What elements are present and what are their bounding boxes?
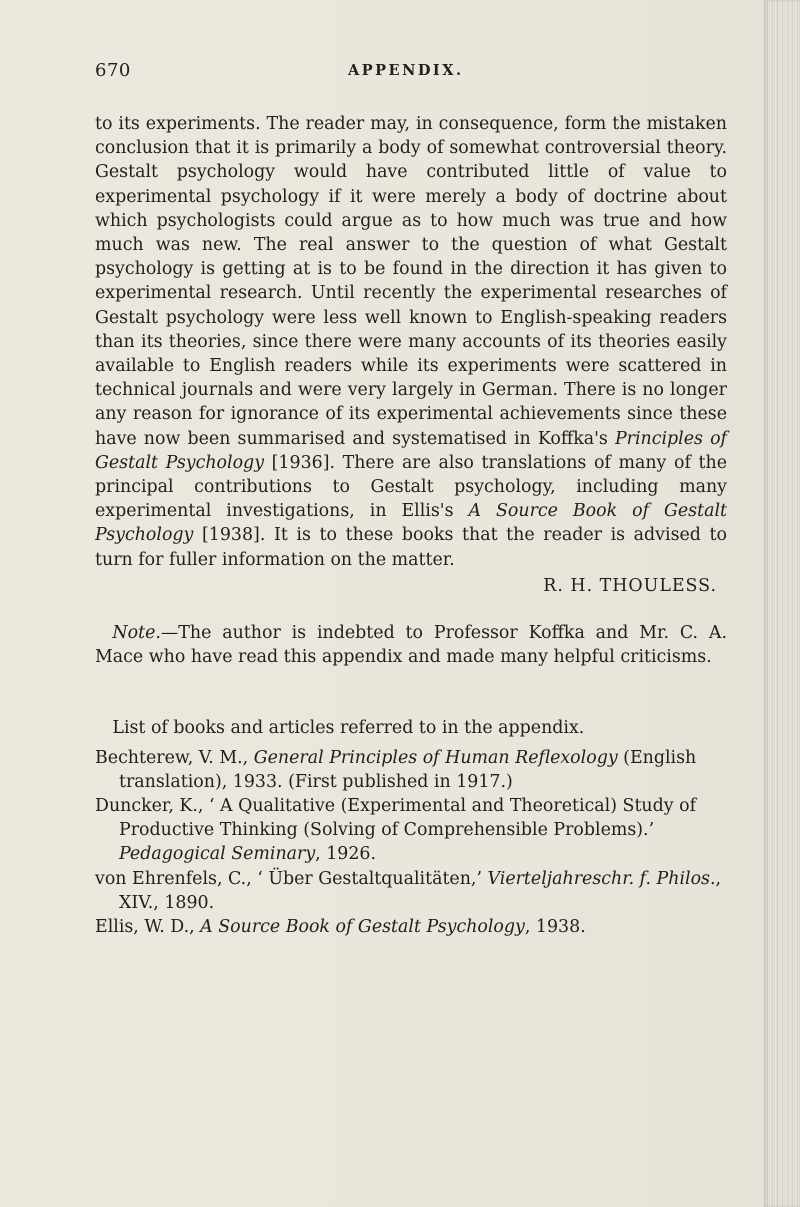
ellis-book-title: A Source Book of Gestalt Psychology	[95, 501, 727, 546]
running-head: APPENDIX.	[348, 62, 464, 79]
koffka-sentence	[95, 429, 727, 570]
reference-author: Duncker, K., ‘ A Qualitative (Experimental and Theoretical) Study of Productive Thinking (Solving of Comprehensible Problems).’	[95, 796, 697, 841]
reference-item	[95, 915, 727, 939]
reference-heading-text: List of books and articles referred to in the appendix.	[112, 718, 585, 739]
reference-title: Vierteljahreschr. f. Philos.	[487, 868, 716, 889]
reference-item	[95, 794, 727, 867]
author-note	[95, 621, 727, 669]
paragraph-text: to its experiments. The reader may, in consequence, form the mistaken conclusion that it is primarily a body of somewhat controversial theory. Gestalt psychology would have contributed little of value to experimental psychology if it were merely a body of doctrine about which psychologists could argue as to how much was true and how much was new. The real answer to the question of what Gestalt psychology is getting at is to be found in the direction it has given to experimental research. Until recently the experimental researches of Gestalt psychology were less well known to English-speaking readers than its theories, since there were many accounts of its theories easily available to English readers while its experiments were scattered in technical journals and were very largely in German. There is no longer any reason for ignorance of its experimental achievements since these have now been summarised and systematised in	[95, 114, 727, 449]
reference-details: (English translation), 1933. (First published in 1917.)	[119, 747, 697, 792]
koffka-suffix: [1936]. There are also translations of many of the principal contributions to Gestalt psychology, including many experimental investigations, in Ellis's	[95, 452, 727, 522]
body-paragraph	[95, 112, 727, 572]
reference-list	[95, 746, 727, 940]
reference-author: Bechterew, V. M.,	[95, 747, 254, 768]
author-signature: R. H. THOULESS.	[543, 575, 717, 596]
page-header	[95, 60, 725, 84]
koffka-book-title: Principles of Gestalt Psychology	[95, 428, 727, 473]
reference-details: , XIV., 1890.	[119, 868, 722, 913]
ellis-suffix: [1938]. It is to these books that the reader is advised to turn for fuller information on the matter.	[95, 525, 727, 570]
reference-details: , 1938.	[524, 917, 586, 938]
reference-item	[95, 867, 727, 915]
reference-author: Ellis, W. D.,	[95, 917, 201, 938]
page-edge-shadow	[764, 0, 800, 1207]
main-text	[95, 112, 727, 939]
note-label: Note.	[112, 623, 161, 644]
reference-title: A Source Book of Gestalt Psychology	[200, 917, 525, 938]
note-text: —The author is indebted to Professor Koffka and Mr. C. A. Mace who have read this appendix and made many helpful criticisms.	[95, 623, 727, 668]
reference-item	[95, 746, 727, 794]
reference-details: , 1926.	[315, 844, 377, 865]
reference-list-heading	[95, 716, 727, 740]
reference-title: Pedagogical Seminary	[119, 844, 316, 865]
reference-title: General Principles of Human Reflexology	[253, 747, 618, 768]
reference-author: von Ehrenfels, C., ‘ Über Gestaltqualitäten,’	[95, 868, 488, 889]
page-number: 670	[95, 60, 131, 81]
koffka-prefix: Koffka's	[537, 428, 615, 449]
